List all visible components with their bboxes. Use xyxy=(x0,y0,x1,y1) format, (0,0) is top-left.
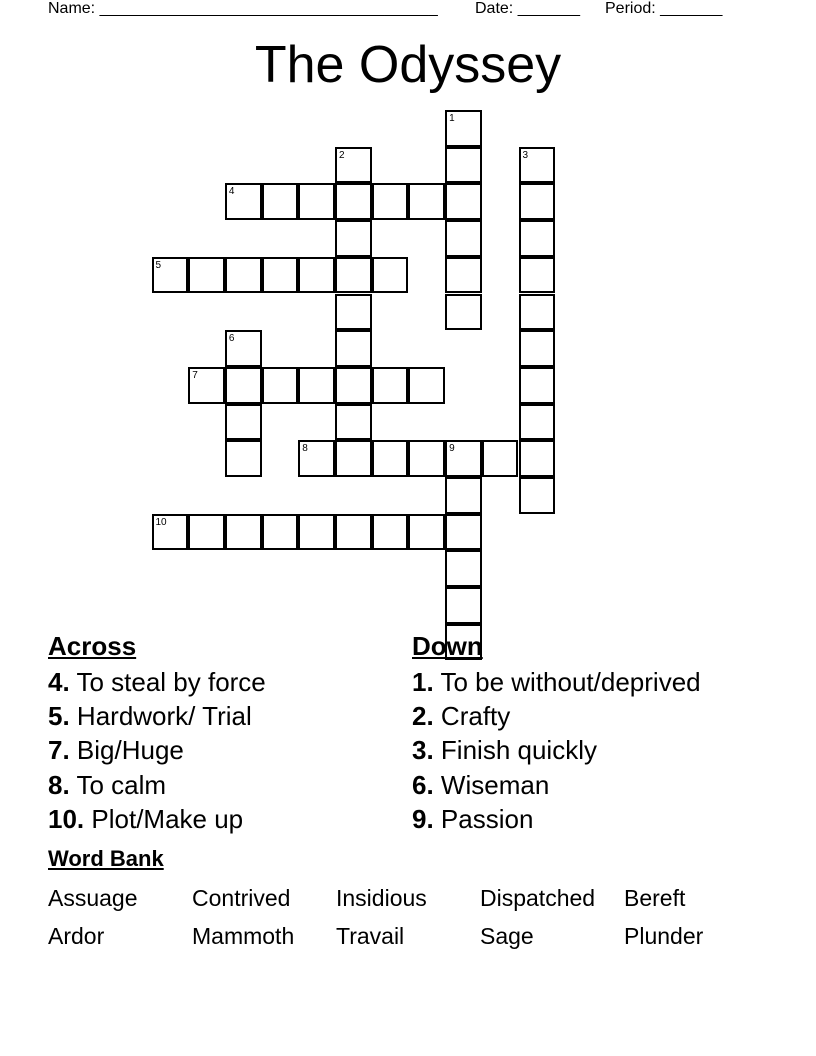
grid-cell[interactable] xyxy=(335,330,372,367)
grid-cell[interactable] xyxy=(298,367,335,404)
grid-cell[interactable] xyxy=(408,440,445,477)
word-bank-item: Assuage xyxy=(48,885,138,911)
clue-text: Crafty xyxy=(440,701,511,731)
grid-cell[interactable] xyxy=(298,257,335,294)
down-clue xyxy=(412,701,510,731)
grid-cell[interactable] xyxy=(372,514,409,551)
grid-cell[interactable] xyxy=(445,294,482,331)
down-clue xyxy=(412,770,549,800)
grid-cell[interactable] xyxy=(445,550,482,587)
grid-cell[interactable] xyxy=(335,367,372,404)
clue-text: Big/Huge xyxy=(76,735,184,765)
grid-cell[interactable] xyxy=(225,514,262,551)
cell-number: 10 xyxy=(155,516,167,528)
across-heading: Across xyxy=(48,631,137,661)
word-bank-item: Contrived xyxy=(192,885,291,911)
clue-text: To steal by force xyxy=(76,667,266,697)
clue-number: 8. xyxy=(48,770,70,800)
grid-cell[interactable] xyxy=(225,440,262,477)
clue-number: 4. xyxy=(48,667,70,697)
word-bank-item: Mammoth xyxy=(192,923,295,949)
grid-cell[interactable] xyxy=(262,257,299,294)
grid-cell[interactable] xyxy=(445,147,482,184)
grid-cell[interactable] xyxy=(482,440,519,477)
across-clue xyxy=(48,770,166,800)
grid-cell[interactable] xyxy=(519,257,556,294)
grid-cell[interactable] xyxy=(262,367,299,404)
cell-number: 1 xyxy=(449,113,455,124)
grid-cell[interactable] xyxy=(519,404,556,441)
clue-number: 2. xyxy=(412,701,434,731)
grid-cell[interactable] xyxy=(372,367,409,404)
clue-number: 10. xyxy=(48,804,85,834)
down-clue xyxy=(412,735,597,765)
grid-cell[interactable] xyxy=(262,183,299,220)
grid-cell[interactable] xyxy=(188,367,225,404)
word-bank-item: Ardor xyxy=(48,923,105,949)
across-clue xyxy=(48,701,252,731)
word-bank-item: Sage xyxy=(480,923,534,949)
grid-cell[interactable] xyxy=(298,514,335,551)
grid-cell[interactable] xyxy=(225,330,262,367)
grid-cell[interactable] xyxy=(335,220,372,257)
across-clue xyxy=(48,804,243,834)
grid-cell[interactable] xyxy=(519,147,556,184)
grid-cell[interactable] xyxy=(335,404,372,441)
grid-cell[interactable] xyxy=(519,440,556,477)
across-clue xyxy=(48,735,184,765)
clue-number: 3. xyxy=(412,735,434,765)
cell-number: 7 xyxy=(192,369,198,381)
grid-cell[interactable] xyxy=(445,587,482,624)
clue-text: Passion xyxy=(440,804,534,834)
down-clue xyxy=(412,804,533,834)
grid-cell[interactable] xyxy=(445,220,482,257)
grid-cell[interactable] xyxy=(298,183,335,220)
grid-cell[interactable] xyxy=(519,477,556,514)
clue-number: 9. xyxy=(412,804,434,834)
cell-number: 6 xyxy=(228,333,235,345)
word-bank-heading: Word Bank xyxy=(48,846,164,871)
grid-cell[interactable] xyxy=(225,367,262,404)
word-bank-item: Dispatched xyxy=(480,885,596,911)
clue-text: To calm xyxy=(76,770,167,800)
grid-cell[interactable] xyxy=(335,514,372,551)
grid-cell[interactable] xyxy=(298,440,335,477)
name-field[interactable]: Name: ______________________________________ xyxy=(48,0,438,17)
cell-number: 3 xyxy=(522,149,529,161)
word-bank-item: Plunder xyxy=(624,923,704,949)
grid-cell[interactable] xyxy=(335,147,372,184)
grid-cell[interactable] xyxy=(445,440,482,477)
grid-cell[interactable] xyxy=(445,183,482,220)
grid-cell[interactable] xyxy=(335,440,372,477)
clue-text: Finish quickly xyxy=(440,735,597,765)
clue-number: 6. xyxy=(412,770,434,800)
clue-text: Plot/Make up xyxy=(91,804,244,834)
clue-number: 1. xyxy=(412,667,434,697)
grid-cell[interactable] xyxy=(519,294,556,331)
grid-cell[interactable] xyxy=(445,514,482,551)
word-bank-item: Insidious xyxy=(336,885,427,911)
across-clue xyxy=(48,667,266,697)
grid-cell[interactable] xyxy=(408,367,445,404)
grid-cell[interactable] xyxy=(519,220,556,257)
grid-cell[interactable] xyxy=(408,514,445,551)
word-bank-item: Travail xyxy=(336,923,405,949)
grid-cell[interactable] xyxy=(262,514,299,551)
clue-text: Hardwork/ Trial xyxy=(76,701,252,731)
grid-cell[interactable] xyxy=(372,257,409,294)
grid-cell[interactable] xyxy=(225,183,262,220)
clue-number: 5. xyxy=(48,701,70,731)
grid-cell[interactable] xyxy=(445,477,482,514)
down-clue xyxy=(412,667,701,697)
cell-number: 4 xyxy=(228,186,235,198)
grid-cell[interactable] xyxy=(152,514,189,551)
period-field[interactable]: Period: _______ xyxy=(605,0,723,17)
grid-cell[interactable] xyxy=(335,294,372,331)
clue-text: To be without/deprived xyxy=(440,667,701,697)
grid-cell[interactable] xyxy=(335,257,372,294)
clue-number: 7. xyxy=(48,735,70,765)
clue-text: Wiseman xyxy=(440,770,550,800)
down-heading: Down xyxy=(412,631,483,661)
grid-cell[interactable] xyxy=(188,257,225,294)
grid-cell[interactable] xyxy=(519,367,556,404)
grid-cell[interactable] xyxy=(152,257,189,294)
cell-number: 5 xyxy=(155,259,162,271)
grid-cell[interactable] xyxy=(372,440,409,477)
word-bank-item: Bereft xyxy=(624,885,686,911)
grid-cell[interactable] xyxy=(445,257,482,294)
page-title: The Odyssey xyxy=(254,36,562,94)
grid-cell[interactable] xyxy=(445,110,482,147)
grid-cell[interactable] xyxy=(408,183,445,220)
grid-cell[interactable] xyxy=(225,404,262,441)
cell-number: 9 xyxy=(449,443,455,455)
date-field[interactable]: Date: _______ xyxy=(475,0,580,17)
grid-cell[interactable] xyxy=(335,183,372,220)
cell-number: 8 xyxy=(302,443,308,455)
grid-cell[interactable] xyxy=(519,183,556,220)
grid-cell[interactable] xyxy=(519,330,556,367)
grid-cell[interactable] xyxy=(225,257,262,294)
grid-cell[interactable] xyxy=(188,514,225,551)
cell-number: 2 xyxy=(339,149,345,161)
grid-cell[interactable] xyxy=(372,183,409,220)
